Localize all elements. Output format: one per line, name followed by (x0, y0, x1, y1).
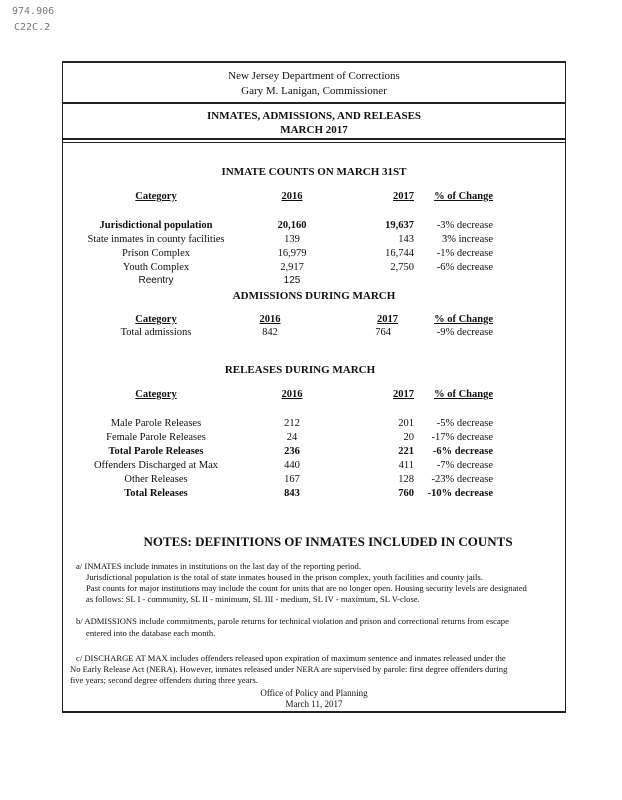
row-2016: 125 (283, 275, 301, 286)
row-2016: 2,917 (280, 262, 304, 273)
row-2017: 411 (398, 460, 414, 471)
releases-header-2017: 2017 (393, 389, 414, 400)
row-pct: -6% decrease (436, 262, 493, 273)
row-pct: -3% decrease (436, 220, 493, 231)
note-c-line: c/ DISCHARGE AT MAX includes offenders released upon expiration of maximum sentence and inmates released under the (76, 653, 506, 663)
admissions-header-2016: 2016 (259, 314, 281, 325)
note-c-line: five years; second degree offenders during three years. (70, 675, 258, 685)
title-rule-lower (62, 142, 566, 143)
admissions-header-2017: 2017 (377, 314, 398, 325)
note-a-line: Jurisdictional population is the total of state inmates housed in the prison complex, youth facilities and county jails. (86, 572, 483, 582)
note-b-line: entered into the database each month. (86, 628, 216, 638)
row-2016: 236 (284, 446, 300, 457)
note-c-line: No Early Release Act (NERA). However, inmates released under NERA are supervised by parole: first degree offenders during (70, 664, 508, 674)
footer-date: March 11, 2017 (285, 699, 343, 709)
row-2016: 842 (262, 327, 278, 338)
row-label: Offenders Discharged at Max (93, 460, 219, 471)
row-2016: 139 (284, 234, 300, 245)
row-pct: 3% increase (441, 234, 493, 245)
row-pct: -5% decrease (436, 418, 493, 429)
row-label: Prison Complex (122, 248, 190, 259)
note-a-line: Past counts for major institutions may include the count for units that are no longer open. Housing security levels are designated (86, 583, 527, 593)
bottom-rule (62, 711, 566, 713)
row-pct: -7% decrease (436, 460, 493, 471)
report-frame (62, 62, 566, 711)
counts-header-2016: 2016 (281, 191, 303, 202)
releases-header-2016: 2016 (281, 389, 303, 400)
row-2016: 20,160 (277, 220, 307, 231)
row-2016: 843 (284, 488, 300, 499)
row-2017: 760 (398, 488, 414, 499)
header-rule (62, 102, 566, 104)
report-period: MARCH 2017 (280, 124, 348, 136)
row-label: Jurisdictional population (99, 220, 213, 231)
row-2017: 764 (375, 327, 391, 338)
row-pct: -1% decrease (436, 248, 493, 259)
row-label: Other Releases (124, 474, 188, 485)
report-title: INMATES, ADMISSIONS, AND RELEASES (206, 110, 422, 122)
footer-office: Office of Policy and Planning (260, 688, 368, 698)
releases-section-title: RELEASES DURING MARCH (224, 364, 376, 376)
releases-header-pct: % of Change (434, 389, 493, 400)
row-2017: 143 (398, 234, 414, 245)
notes-title: NOTES: DEFINITIONS OF INMATES INCLUDED IN COUNTS (143, 534, 513, 549)
handwritten-catalog-number: 974.906 (12, 6, 55, 17)
title-rule-upper (62, 138, 566, 140)
row-2017: 16,744 (385, 248, 414, 259)
row-label: State inmates in county facilities (87, 234, 225, 245)
row-label: Youth Complex (122, 262, 190, 273)
row-2016: 16,979 (277, 248, 307, 259)
note-a-line: as follows: SL I - community, SL II - minimum, SL III - medium, SL IV - maximum, SL V-close. (86, 594, 420, 604)
row-label: Total Parole Releases (108, 446, 204, 457)
counts-section-title: INMATE COUNTS ON MARCH 31ST (221, 166, 407, 178)
row-2017: 19,637 (385, 220, 414, 231)
top-rule (62, 61, 566, 63)
commissioner-name: Gary M. Lanigan, Commissioner (241, 85, 387, 97)
admissions-section-title: ADMISSIONS DURING MARCH (232, 290, 396, 302)
row-label: Reentry (138, 275, 174, 286)
note-a-line: a/ INMATES include inmates in institutions on the last day of the reporting period. (76, 561, 361, 571)
row-pct: -6% decrease (432, 446, 493, 457)
row-2016: 24 (286, 432, 298, 443)
row-2017: 2,750 (390, 262, 414, 273)
row-2017: 20 (403, 432, 414, 443)
agency-name: New Jersey Department of Corrections (228, 70, 400, 82)
row-2017: 201 (398, 418, 414, 429)
row-label: Total admissions (120, 327, 192, 338)
counts-header-category: Category (135, 191, 177, 202)
counts-header-2017: 2017 (393, 191, 414, 202)
row-pct: -9% decrease (436, 327, 493, 338)
row-2017: 221 (398, 446, 414, 457)
row-label: Female Parole Releases (106, 432, 206, 443)
admissions-header-pct: % of Change (434, 314, 493, 325)
row-pct: -23% decrease (431, 474, 493, 485)
releases-header-category: Category (135, 389, 177, 400)
row-2016: 167 (284, 474, 300, 485)
row-label: Total Releases (124, 488, 188, 499)
row-pct: -10% decrease (427, 488, 493, 499)
row-2016: 212 (284, 418, 300, 429)
row-2016: 440 (284, 460, 300, 471)
note-b-line: b/ ADMISSIONS include commitments, parole returns for technical violation and prison and correctional returns from escape (76, 616, 509, 626)
handwritten-catalog-code: C22C.2 (14, 22, 51, 33)
row-2017: 128 (398, 474, 414, 485)
row-label: Male Parole Releases (110, 418, 202, 429)
counts-header-pct: % of Change (434, 191, 493, 202)
row-pct: -17% decrease (431, 432, 493, 443)
admissions-header-category: Category (135, 314, 177, 325)
